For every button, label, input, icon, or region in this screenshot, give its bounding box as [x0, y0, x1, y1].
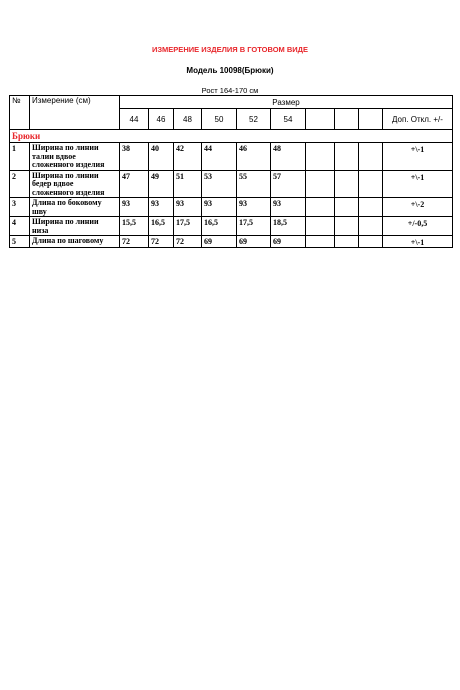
size-value-cell: 48 [271, 143, 306, 171]
size-value-cell: 47 [120, 170, 149, 198]
size-value-cell: 51 [174, 170, 202, 198]
header-row [10, 96, 453, 109]
document-title: ИЗМЕРЕНИЕ ИЗДЕЛИЯ В ГОТОВОМ ВИДЕ [151, 45, 309, 54]
tolerance-value: +/-0,5 [383, 217, 453, 236]
size-value-cell [335, 170, 359, 198]
size-value-cell [335, 217, 359, 236]
tolerance-header: Доп. Откл. +/- [383, 109, 453, 130]
size-value-cell: 38 [120, 143, 149, 171]
tolerance-value: +\-1 [383, 236, 453, 248]
height-range: Рост 164-170 см [201, 86, 259, 95]
section-label: Брюки [10, 130, 453, 143]
size-value-cell: 93 [237, 198, 271, 217]
size-value-cell [359, 143, 383, 171]
size-value-cell: 69 [202, 236, 237, 248]
size-value-cell [306, 143, 335, 171]
measurement-name: Ширина по линии талии вдвое сложенного изделия [30, 143, 120, 171]
size-header-cell [306, 109, 335, 130]
size-value-cell: 72 [174, 236, 202, 248]
measurement-name: Длина по шаговому [30, 236, 120, 248]
row-number: 2 [10, 170, 30, 198]
row-number: 3 [10, 198, 30, 217]
size-value-cell: 93 [202, 198, 237, 217]
size-value-cell: 69 [271, 236, 306, 248]
size-value-cell [306, 198, 335, 217]
tolerance-value: +\-1 [383, 143, 453, 171]
size-header-cell: 46 [149, 109, 174, 130]
size-value-cell [335, 198, 359, 217]
size-header-cell: 50 [202, 109, 237, 130]
size-value-cell [306, 217, 335, 236]
measurement-name: Ширина по линии бедер вдвое сложенного изделия [30, 170, 120, 198]
size-value-cell: 17,5 [237, 217, 271, 236]
size-value-cell [306, 170, 335, 198]
size-value-cell: 72 [149, 236, 174, 248]
size-value-cell: 16,5 [202, 217, 237, 236]
table-row [10, 170, 453, 198]
size-value-cell: 18,5 [271, 217, 306, 236]
size-value-cell [306, 236, 335, 248]
size-value-cell [359, 236, 383, 248]
size-table [9, 95, 453, 248]
size-header-cell: 48 [174, 109, 202, 130]
size-value-cell: 93 [149, 198, 174, 217]
measurement-name: Длина по боковому шву [30, 198, 120, 217]
col-number-header: № [10, 96, 30, 130]
section-row [10, 130, 453, 143]
row-number: 5 [10, 236, 30, 248]
size-value-cell [335, 143, 359, 171]
size-value-cell: 53 [202, 170, 237, 198]
size-value-cell: 93 [174, 198, 202, 217]
size-value-cell: 93 [120, 198, 149, 217]
size-value-cell: 49 [149, 170, 174, 198]
table-row [10, 236, 453, 248]
size-value-cell: 44 [202, 143, 237, 171]
table-row [10, 143, 453, 171]
col-measure-header: Измерение (см) [30, 96, 120, 130]
size-value-cell [359, 217, 383, 236]
col-size-header: Размер [120, 96, 453, 109]
size-value-cell [335, 236, 359, 248]
tolerance-value: +\-2 [383, 198, 453, 217]
size-value-cell: 16,5 [149, 217, 174, 236]
size-header-cell: 54 [271, 109, 306, 130]
table-row [10, 198, 453, 217]
row-number: 1 [10, 143, 30, 171]
size-value-cell: 69 [237, 236, 271, 248]
size-value-cell: 57 [271, 170, 306, 198]
size-value-cell [359, 198, 383, 217]
tolerance-value: +\-1 [383, 170, 453, 198]
size-value-cell: 72 [120, 236, 149, 248]
table-row [10, 217, 453, 236]
size-value-cell: 15,5 [120, 217, 149, 236]
size-header-cell: 52 [237, 109, 271, 130]
model-label: Модель 10098(Брюки) [186, 66, 274, 75]
measurement-name: Ширина по линии низа [30, 217, 120, 236]
row-number: 4 [10, 217, 30, 236]
size-value-cell: 42 [174, 143, 202, 171]
size-value-cell: 40 [149, 143, 174, 171]
size-value-cell: 93 [271, 198, 306, 217]
size-value-cell: 55 [237, 170, 271, 198]
size-header-cell: 44 [120, 109, 149, 130]
size-value-cell [359, 170, 383, 198]
size-value-cell: 46 [237, 143, 271, 171]
size-header-cell [359, 109, 383, 130]
size-value-cell: 17,5 [174, 217, 202, 236]
size-header-cell [335, 109, 359, 130]
